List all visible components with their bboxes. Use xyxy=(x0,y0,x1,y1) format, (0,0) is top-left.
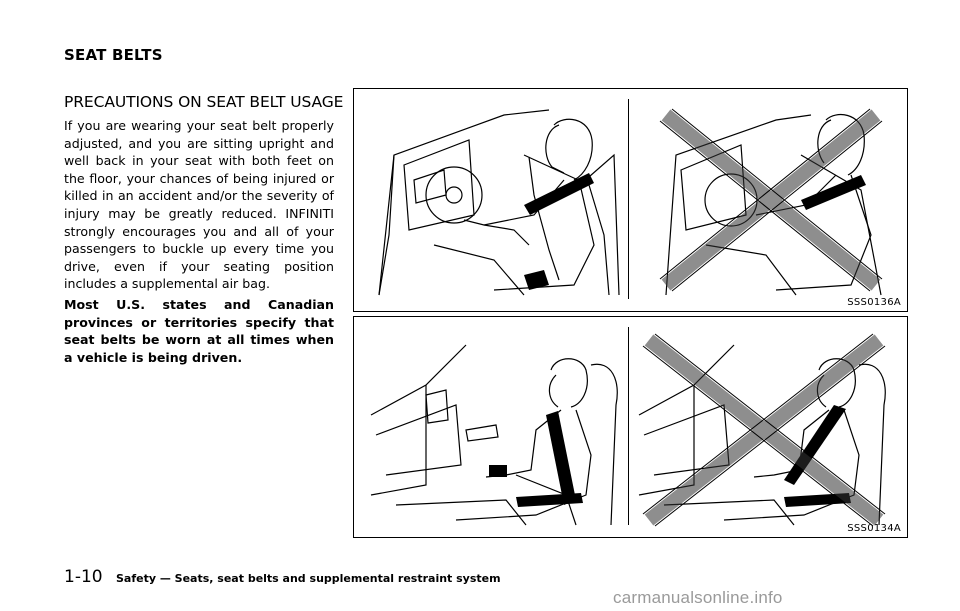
chapter-title: Safety — Seats, seat belts and supplemental restraint system xyxy=(116,572,501,585)
subheading: PRECAUTIONS ON SEAT BELT USAGE xyxy=(64,93,344,111)
section-title: SEAT BELTS xyxy=(64,46,163,64)
figure-belt-position xyxy=(353,316,908,538)
watermark-link[interactable]: carmanualsonline.info xyxy=(613,588,783,607)
figure-divider xyxy=(628,99,629,299)
illustration-correct-seating xyxy=(374,95,624,300)
illustration-incorrect-seating xyxy=(636,95,896,300)
page-number: 1-10 xyxy=(64,567,103,587)
figure-code: SSS0136A xyxy=(847,297,901,308)
figure-code: SSS0134A xyxy=(847,523,901,534)
paragraph-1: If you are wearing your seat belt properly adjusted, and you are sitting upright and well back in your seat with both feet on the floor, your chances of being injured or killed in an accident and/or the severity of injury may be greatly reduced. INFINITI strongly encourages you and all of your passengers to buckle up every time you drive, even if your seating position includes a supplemental air bag. xyxy=(64,118,334,292)
body-text xyxy=(64,117,334,369)
illustration-incorrect-belt xyxy=(634,325,896,530)
figure-divider xyxy=(628,327,629,525)
figure-seating-position xyxy=(353,88,908,312)
illustration-correct-belt xyxy=(366,325,624,530)
paragraph-2: Most U.S. states and Canadian provinces or territories specify that seat belts be worn at all times when a vehicle is being driven. xyxy=(64,296,334,365)
